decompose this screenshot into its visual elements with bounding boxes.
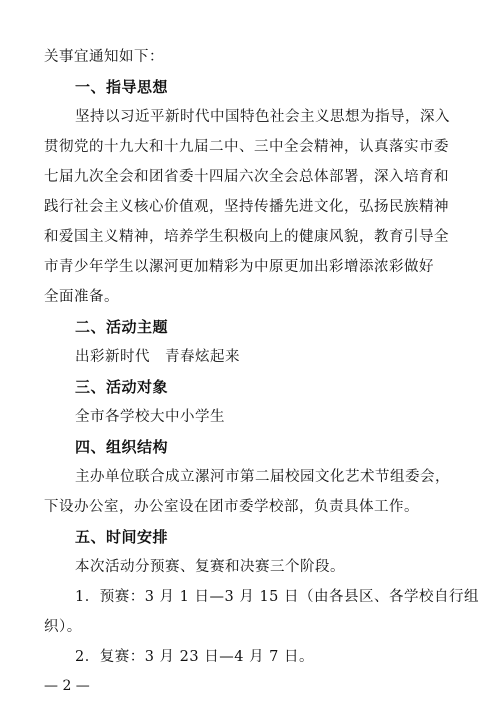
paragraph-line: 七届九次全会和团省委十四届六次全会总体部署，深入培育和 — [44, 169, 449, 185]
paragraph-line: 践行社会主义核心价值观，坚持传播先进文化，弘扬民族精神 — [44, 199, 449, 215]
theme-text: 出彩新时代 青春炫起来 — [75, 349, 240, 365]
target-text: 全市各学校大中小学生 — [75, 409, 225, 425]
paragraph-line: 坚持以习近平新时代中国特色社会主义思想为指导，深入 — [75, 109, 450, 125]
paragraph-line: 和爱国主义精神，培养学生积极向上的健康风貌，教育引导全 — [44, 229, 449, 245]
intro-text: 关事宜通知如下： — [44, 49, 164, 65]
paragraph-line: 主办单位联合成立漯河市第二届校园文化艺术节组委会， — [75, 469, 450, 485]
paragraph-line: 2．复赛：3 月 23 日—4 月 7 日。 — [75, 649, 315, 665]
section-heading-target: 三、活动对象 — [75, 378, 169, 396]
page-number: — 2 — — [44, 678, 90, 694]
paragraph-line: 下设办公室，办公室设在团市委学校部，负责具体工作。 — [44, 499, 419, 515]
section-heading-organization: 四、组织结构 — [75, 438, 169, 456]
section-heading-theme: 二、活动主题 — [75, 318, 169, 336]
section-heading-schedule: 五、时间安排 — [75, 528, 169, 546]
paragraph-line: 织）。 — [44, 619, 82, 635]
paragraph-line: 本次活动分预赛、复赛和决赛三个阶段。 — [75, 559, 345, 575]
paragraph-line: 市青少年学生以漯河更加精彩为中原更加出彩增添浓彩做好 — [44, 259, 434, 275]
paragraph-line: 贯彻党的十九大和十九届二中、三中全会精神，认真落实市委 — [44, 139, 449, 155]
paragraph-line: 全面准备。 — [44, 289, 119, 305]
section-heading-guiding-thought: 一、指导思想 — [75, 78, 169, 96]
paragraph-line: 1．预赛：3 月 1 日—3 月 15 日（由各县区、各学校自行组 — [75, 589, 480, 605]
